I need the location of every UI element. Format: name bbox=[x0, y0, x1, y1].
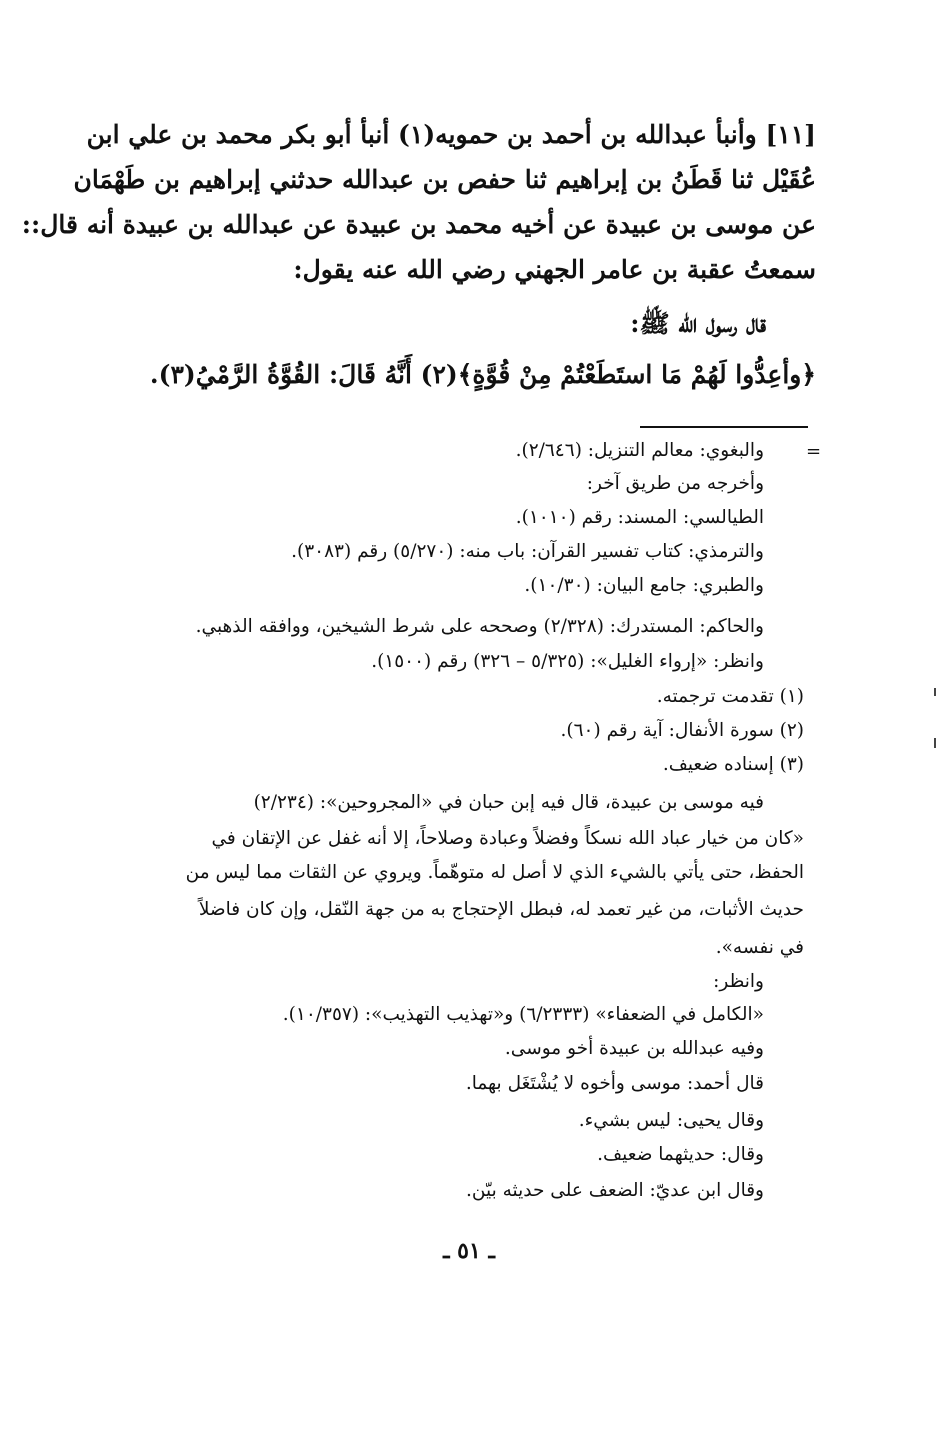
footnote-line: في نفسه». bbox=[715, 937, 804, 958]
footnote-line: والبغوي: معالم التنزيل: (٢/٦٤٦). bbox=[515, 440, 764, 461]
footnote-line: «الكامل في الضعفاء» (٦/٢٣٣٣) و«تهذيب التهذيب»: (١٠/٣٥٧). bbox=[282, 1004, 764, 1025]
main-text-line-3: عن موسى بن عبيدة عن أخيه محمد بن عبيدة عن عبدالله بن عبيدة أنه قال:: bbox=[21, 210, 816, 239]
main-text-line-2: عُقَيْل ثنا قَطَنُ بن إبراهيم ثنا حفص بن عبدالله حدثني إبراهيم بن طَهْمَان bbox=[73, 165, 816, 194]
quote-intro: قال رسول الله ﷺ: bbox=[630, 309, 766, 338]
footnote-line: وانظر: «إرواء الغليل»: (٥/٣٢٥ – ٣٢٦) رقم (١٥٠٠). bbox=[371, 651, 764, 672]
footnote-3: (٣) إسناده ضعيف. bbox=[662, 754, 804, 775]
footnote-line: وقال ابن عديّ: الضعف على حديثه بيّن. bbox=[466, 1180, 764, 1201]
footnote-line: وقال: حديثهما ضعيف. bbox=[597, 1144, 764, 1165]
footnote-line: «كان من خيار عباد الله نسكاً وفضلاً وعبادة وصلاحاً، إلا أنه غفل عن الإتقان في bbox=[211, 828, 804, 849]
footnote-line: وقال يحيى: ليس بشيء. bbox=[578, 1110, 764, 1131]
main-text-line-4: سمعتُ عقبة بن عامر الجهني رضي الله عنه يقول: bbox=[293, 255, 816, 284]
footnote-line: وفيه عبدالله بن عبيدة أخو موسى. bbox=[504, 1038, 764, 1059]
footnote-2: (٢) سورة الأنفال: آية رقم (٦٠). bbox=[560, 720, 804, 741]
footnote-line: حديث الأثبات، من غير تعمد له، فبطل الإحتجاج به من جهة النّقل، وإن كان فاضلاً bbox=[198, 899, 804, 920]
footnote-line: الطيالسي: المسند: رقم (١٠١٠). bbox=[515, 507, 764, 528]
quran-quote: ﴿وأعِدُّوا لَهُمْ مَا استَطَعْتُمْ مِنْ قُوَّةٍ﴾(٢) أَنَّهُ قَالَ: القُوَّةُ الرَّمْيُ(٣). bbox=[149, 360, 816, 389]
footnote-line: والحاكم: المستدرك: (٢/٣٢٨) وصححه على شرط الشيخين، ووافقه الذهبي. bbox=[195, 616, 764, 637]
footnote-line: وانظر: bbox=[713, 971, 764, 992]
footnote-line: والترمذي: كتاب تفسير القرآن: باب منه: (٥/٢٧٠) رقم (٣٠٨٣). bbox=[291, 541, 764, 562]
footnote-continuation-marker: = bbox=[806, 441, 822, 462]
main-text-line-1: [١١] وأنبأ عبدالله بن أحمد بن حمويه(١) أنبأ أبو بكر محمد بن علي ابن bbox=[86, 120, 816, 149]
footnote-line: وأخرجه من طريق آخر: bbox=[586, 473, 764, 494]
footnote-line: قال أحمد: موسى وأخوه لا يُشْتَغَل بهما. bbox=[465, 1073, 764, 1094]
page-number: ـ ٥١ ـ bbox=[443, 1238, 495, 1264]
footnote-line: فيه موسى بن عبيدة، قال فيه إبن حبان في «المجروحين»: (٢/٢٣٤) bbox=[253, 792, 764, 813]
footnote-1: (١) تقدمت ترجمته. bbox=[656, 686, 804, 707]
scan-mark bbox=[934, 688, 936, 696]
footnote-separator bbox=[640, 426, 808, 428]
footnote-line: الحفظ، حتى يأتي بالشيء الذي لا أصل له متوهّماً. ويروي عن الثقات مما ليس من bbox=[185, 862, 804, 883]
footnote-line: والطبري: جامع البيان: (١٠/٣٠). bbox=[524, 575, 764, 596]
scan-mark bbox=[934, 738, 936, 748]
